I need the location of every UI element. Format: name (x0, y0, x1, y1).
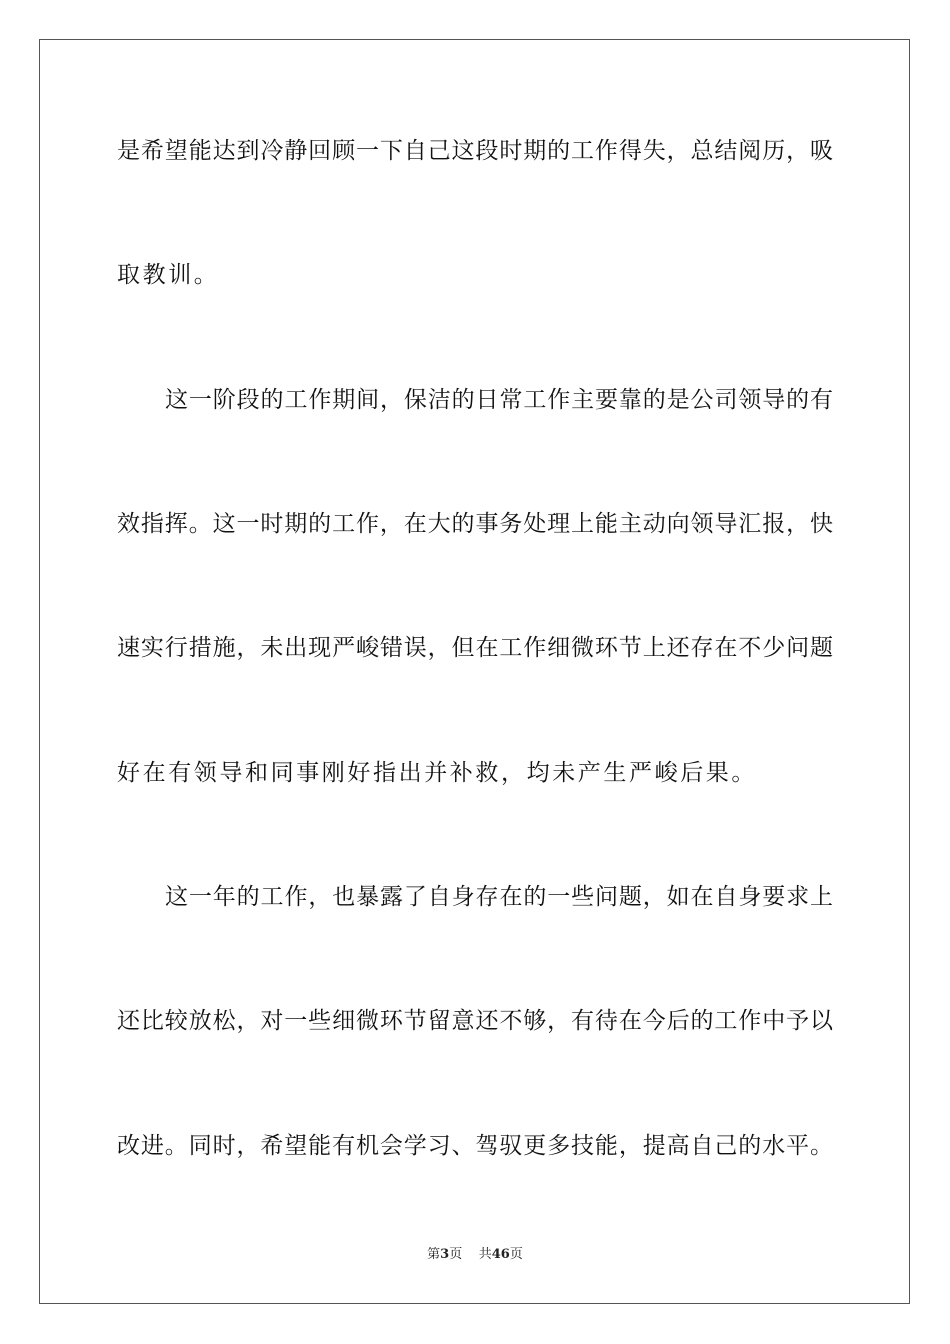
paragraph-line: 是希望能达到冷静回顾一下自己这段时期的工作得失，总结阅历，吸 (117, 138, 833, 164)
page-prefix: 第 (427, 1247, 441, 1262)
paragraph-line: 效指挥。这一时期的工作，在大的事务处理上能主动向领导汇报，快 (117, 511, 833, 537)
paragraph-line: 还比较放松，对一些细微环节留意还不够，有待在今后的工作中予以 (117, 1008, 833, 1034)
total-prefix: 共 (478, 1247, 492, 1262)
page-unit: 页 (449, 1247, 463, 1262)
total-unit: 页 (509, 1247, 523, 1262)
page-number: 3 (440, 1247, 450, 1262)
page-footer (0, 1246, 950, 1264)
page-border (39, 39, 910, 1304)
total-pages: 46 (491, 1247, 510, 1262)
paragraph-line: 这一阶段的工作期间，保洁的日常工作主要靠的是公司领导的有 (165, 387, 833, 413)
paragraph-line: 取教训。 (117, 262, 220, 288)
paragraph-line: 这一年的工作，也暴露了自身存在的一些问题，如在自身要求上 (165, 884, 833, 910)
paragraph-line: 速实行措施，未出现严峻错误，但在工作细微环节上还存在不少问题 (117, 635, 833, 661)
paragraph-line: 好在有领导和同事刚好指出并补救，均未产生严峻后果。 (117, 760, 757, 786)
paragraph-line: 改进。同时，希望能有机会学习、驾驭更多技能，提高自己的水平。 (117, 1133, 833, 1159)
